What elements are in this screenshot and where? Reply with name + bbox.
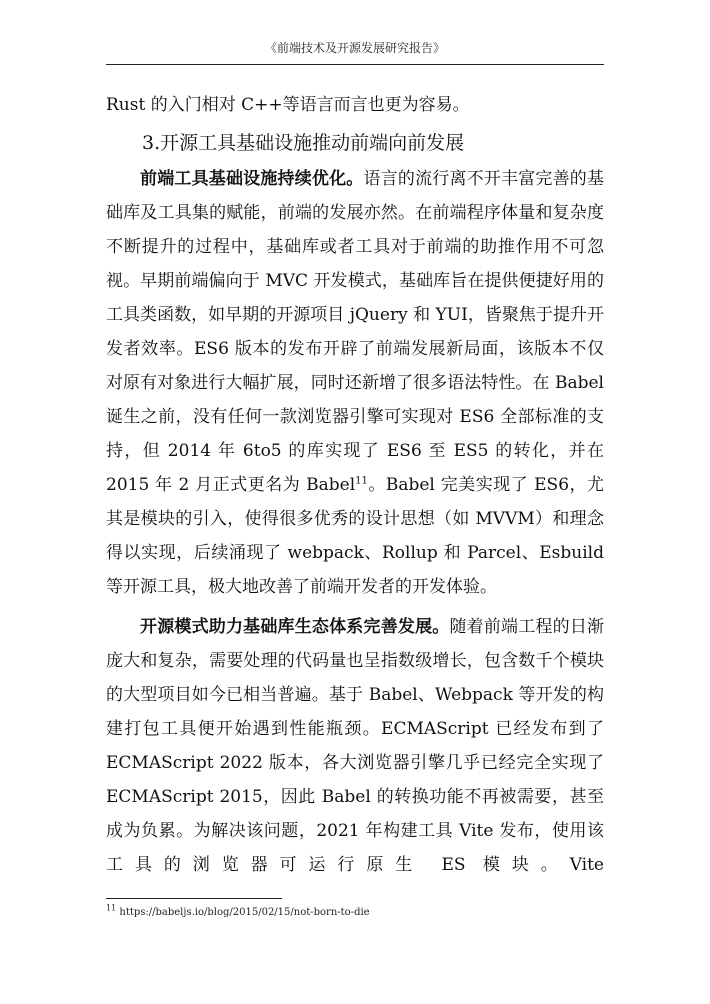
- section-heading: 3.开源工具基础设施推动前端向前发展: [142, 132, 465, 154]
- paragraph-1-text: 语言的流行离不开丰富完善的基础库及工具集的赋能，前端的发展亦然。在前端程序体量和复杂度不断提升的过程中，基础库或者工具对于前端的助推作用不可忽视。早期前端偏向于 MVC 开发模式，基础库旨在提供便捷好用的工具类函数，如早期的开源项目 jQuery 和 YUI，皆聚焦于提升开发者效率。ES6 版本的发布开辟了前端发展新局面，该版本不仅对原有对象进行大幅扩展，同时还新增了很多语法特性。在 Babel 诞生之前，没有任何一款浏览器引擎可实现对 ES6 全部标准的支持，但 2014 年 6to5 的库实现了 ES6 至 ES5 的转化，并在 2015 年 2 月正式更名为 Babel: [106, 169, 604, 495]
- paragraph-1: [106, 162, 604, 604]
- footnote-ref-11[interactable]: 11: [355, 475, 368, 487]
- footnote-rule: [106, 898, 282, 899]
- footnote-number: 11: [106, 903, 117, 913]
- paragraph-2: [106, 610, 604, 882]
- footnote: [106, 903, 604, 920]
- paragraph-2-lead: 开源模式助力基础库生态体系完善发展。: [140, 617, 450, 637]
- paragraph-2-text: 随着前端工程的日渐庞大和复杂，需要处理的代码量也呈指数级增长，包含数千个模块的大型项目如今已相当普遍。基于 Babel、Webpack 等开发的构建打包工具便开始遇到性能瓶颈。ECMAScript 已经发布到了 ECMAScript 2022 版本，各大浏览器引擎几乎已经完全实现了 ECMAScript 2015，因此 Babel 的转换功能不再被需要，甚至成为负累。为解决该问题，2021 年构建工具 Vite 发布，使用该工具的浏览器可运行原生 ES 模块。Vite: [106, 617, 605, 875]
- paragraph-1-text-after: 。Babel 完美实现了 ES6，尤其是模块的引入，使得很多优秀的设计思想（如 MVVM）和理念得以实现，后续涌现了 webpack、Rollup 和 Parcel、Esbuild 等开源工具，极大地改善了前端开发者的开发体验。: [106, 475, 604, 597]
- paragraph-1-lead: 前端工具基础设施持续优化。: [140, 169, 364, 189]
- footnote-link[interactable]: https://babeljs.io/blog/2015/02/15/not-born-to-die: [119, 907, 370, 918]
- header-rule: [106, 64, 604, 65]
- page-body: [106, 88, 604, 882]
- intro-line: Rust 的入门相对 C++等语言而言也更为容易。: [106, 95, 470, 115]
- running-header: 《前端技术及开源发展研究报告》: [264, 41, 445, 55]
